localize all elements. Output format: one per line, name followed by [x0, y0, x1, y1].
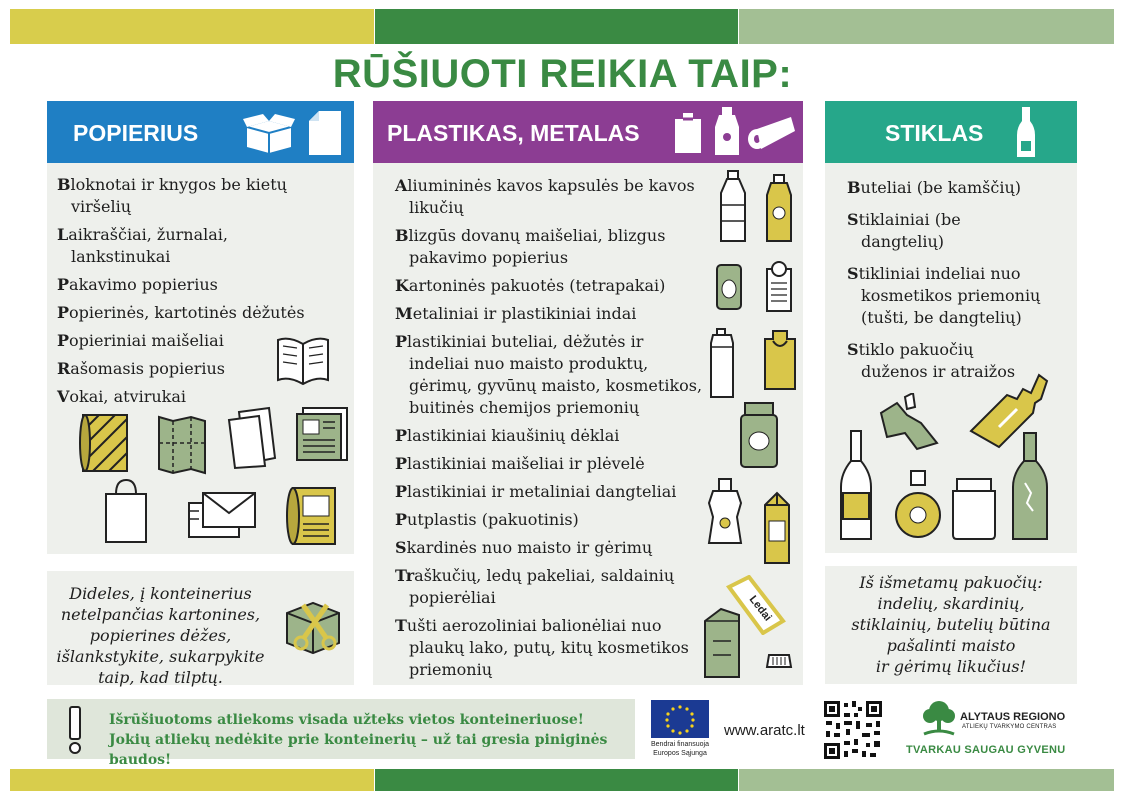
- list-item: Plastikiniai maišeliai ir plėvelė: [395, 454, 645, 473]
- organization-logo: [906, 700, 1096, 762]
- paper-note: [47, 571, 354, 685]
- list-item: Rašomasis popierius: [57, 359, 225, 378]
- detergent-bottle-icon: [713, 107, 741, 157]
- list-item: Stiklainiai (be dangtelių): [847, 210, 961, 251]
- org-name: ALYTAUS REGIONO: [960, 711, 1066, 723]
- page-title: RŪŠIUOTI REIKIA TAIP:: [332, 52, 793, 96]
- note-line: pašalinti maisto: [886, 636, 1016, 655]
- warning-banner: [47, 699, 635, 768]
- note-line: indelių, skardinių,: [877, 594, 1025, 613]
- list-item: Buteliai (be kamščių): [847, 178, 1021, 197]
- eu-caption: Bendrai finansuoja Europos Sąjunga: [651, 741, 709, 757]
- coffee-capsule-icon: [765, 651, 793, 671]
- website-link[interactable]: www.aratc.lt: [724, 722, 805, 739]
- note-line: išlankstykite, sukarpykite: [56, 647, 265, 666]
- envelope-icon: [187, 489, 259, 543]
- glass-bottle-icon: [1015, 107, 1037, 159]
- plastic-bag-icon: [673, 111, 703, 155]
- top-bar-green: [375, 9, 738, 44]
- box-scissors-icon: [283, 595, 345, 655]
- warning-text: [109, 710, 635, 770]
- glass-note: [825, 566, 1077, 684]
- aerosol-can-icon: [707, 327, 737, 399]
- list-item: Bloknotai ir knygos be kietų viršelių: [57, 175, 287, 216]
- water-bottle-icon: [719, 169, 747, 243]
- list-item: Plastikiniai ir metaliniai dangteliai: [395, 482, 677, 501]
- glass-jar-icon: [949, 477, 999, 541]
- wine-bottle-icon: [839, 429, 873, 541]
- note-line: Dideles, į konteinerius: [69, 584, 252, 603]
- paper-sheets-icon: [225, 406, 281, 470]
- eu-logo: [648, 700, 712, 760]
- list-item: Popierinės, kartotinės dėžutės: [57, 303, 305, 322]
- note-line: taip, kad tilptų.: [98, 668, 223, 687]
- open-book-icon: [275, 334, 331, 386]
- magazine-icon: [285, 484, 341, 548]
- wrapping-paper-icon: [77, 411, 133, 475]
- warning-line-2: Jokių atliekų nedėkite prie konteinerių – už tai gresia piniginės baudos!: [109, 732, 608, 768]
- eu-flag-icon: [651, 700, 709, 738]
- glass-header: [825, 101, 1077, 163]
- glass-list: [847, 177, 1067, 389]
- list-item: Stikliniai indeliai nuo kosmetikos priemonių (tušti, be dangtelių): [847, 264, 1041, 327]
- food-jar-icon: [739, 401, 779, 469]
- org-slogan: TVARKAU SAUGAU GYVENU: [906, 744, 1066, 756]
- plastic-header-title: PLASTIKAS, METALAS: [387, 120, 640, 146]
- tetrapak-icon: [701, 605, 743, 679]
- note-line: stiklainių, butelių būtina: [851, 615, 1051, 634]
- list-item: Plastikiniai buteliai, dėžutės ir indeliai nuo maisto produktų, gėrimų, gyvūnų maisto, kosmetikos, buitinės chemijos priemonių: [395, 332, 703, 417]
- list-item: Plastikiniai kiaušinių dėklai: [395, 426, 620, 445]
- wrapper-label: Ledai: [746, 593, 774, 624]
- paper-bag-icon: [102, 476, 150, 546]
- note-line: Iš išmetamų pakuočių:: [859, 573, 1043, 592]
- tin-can-icon: [765, 261, 793, 313]
- list-item: Popieriniai maišeliai: [57, 331, 224, 350]
- note-line: popierines dėžes,: [89, 626, 232, 645]
- org-subtitle: ATLIEKŲ TVARKYMO CENTRAS: [962, 724, 1057, 730]
- paper-header-title: POPIERIUS: [73, 120, 199, 146]
- warning-line-1: Išrūšiuotoms atliekoms visada užteks vietos konteineriuose!: [109, 712, 584, 728]
- exclamation-icon: [67, 705, 83, 755]
- green-bottle-icon: [1011, 431, 1049, 541]
- list-item: Aliumininės kavos kapsulės be kavos likučių: [395, 176, 695, 217]
- list-item: Pakavimo popierius: [57, 275, 218, 294]
- list-item: Stiklo pakuočių duženos ir atraižos: [847, 340, 1016, 381]
- list-item: Tušti aerozoliniai balionėliai nuo plaukų lako, putų, kitų kosmetikos priemonių: [395, 616, 689, 679]
- folded-carton-icon: [157, 413, 207, 477]
- perfume-bottle-icon: [893, 469, 943, 541]
- qr-code-icon: [822, 699, 884, 761]
- glass-header-title: STIKLAS: [885, 120, 984, 146]
- top-bar-yellow: [10, 9, 374, 44]
- juice-bottle-icon: [765, 173, 793, 243]
- list-item: Traškučių, ledų pakeliai, saldainių popierėliai: [395, 566, 675, 607]
- note-line: netelpančias kartonines,: [60, 605, 261, 624]
- tree-logo-icon: [922, 700, 956, 736]
- newspaper-icon: [295, 404, 351, 464]
- glass-column: [825, 101, 1077, 553]
- plastic-bag-handle-icon: [761, 329, 799, 391]
- cleaner-bottle-icon: [707, 477, 743, 545]
- box-icon: [243, 113, 295, 153]
- bottom-bar-green: [375, 769, 738, 791]
- paper-header: [47, 101, 354, 163]
- glass-shards-icon: [877, 393, 943, 451]
- list-item: Blizgūs dovanų maišeliai, blizgus pakavimo popierius: [395, 226, 666, 267]
- plastic-header: [373, 101, 803, 163]
- list-item: Kartoninės pakuotės (tetrapakai): [395, 276, 666, 295]
- list-item: Vokai, atvirukai: [57, 387, 187, 406]
- bottom-bar-yellow: [10, 769, 374, 791]
- top-bar-sage: [739, 9, 1114, 44]
- milk-carton-icon: [761, 491, 793, 565]
- plastic-list: [395, 175, 725, 687]
- list-item: Laikraščiai, žurnalai, lankstinukai: [57, 225, 228, 266]
- paper-sheet-icon: [309, 111, 341, 155]
- list-item: Putplastis (pakuotinis): [395, 510, 579, 529]
- list-item: Skardinės nuo maisto ir gėrimų: [395, 538, 653, 557]
- foil-roll-icon: [747, 115, 797, 151]
- plastic-metal-column: [373, 101, 803, 685]
- list-item: Metaliniai ir plastikiniai indai: [395, 304, 637, 323]
- bottom-bar-sage: [739, 769, 1114, 791]
- can-icon: [715, 261, 743, 311]
- paper-column: [47, 101, 354, 554]
- note-line: ir gėrimų likučius!: [875, 657, 1027, 676]
